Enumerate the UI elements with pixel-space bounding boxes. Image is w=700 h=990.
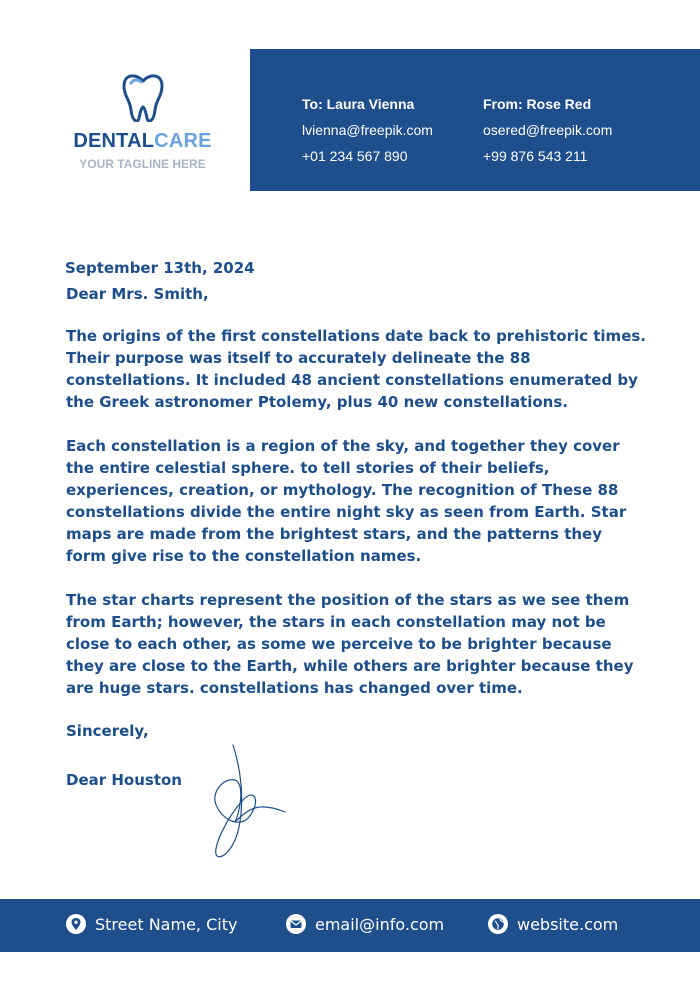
sender-phone[interactable]: +99 876 543 211 [483, 148, 588, 164]
recipient-block [302, 91, 433, 169]
signature [205, 742, 295, 862]
sender-name: From: Rose Red [483, 96, 592, 112]
footer-website-text[interactable]: website.com [517, 914, 619, 934]
footer-website[interactable] [488, 914, 618, 934]
sender-block [483, 91, 612, 169]
recipient-name: To: Laura Vienna [302, 96, 415, 112]
letter-signer: Dear Houston [66, 771, 182, 789]
globe-icon [488, 914, 508, 934]
letter-body [66, 259, 646, 789]
brand-name-part2: CARE [154, 130, 212, 152]
letter-date: September 13th, 2024 [65, 259, 255, 277]
letter-closing: Sincerely, [66, 722, 149, 740]
header-contact-box [250, 49, 700, 191]
letter-paragraph: Each constellation is a region of the sky, and together they cover the entire celestial sphere. to tell stories of their beliefs, experiences, creation, or mythology. The recognition of These 88 constellations divide the entire night sky as seen from Earth. Star maps are made from the brightest stars, and the patterns they form give rise to the constellation names. [66, 437, 627, 565]
footer-email[interactable] [286, 914, 444, 934]
brand-logo [60, 70, 225, 171]
recipient-phone[interactable]: +01 234 567 890 [302, 148, 408, 164]
brand-name [60, 130, 225, 153]
tooth-icon [120, 70, 166, 122]
recipient-email[interactable]: lvienna@freepik.com [302, 122, 433, 138]
letter-greeting: Dear Mrs. Smith, [66, 285, 209, 303]
footer-address [66, 914, 237, 934]
letter-paragraph: The origins of the first constellations date back to prehistoric times. Their purpose was itself to accurately delineate the 88 constellations. It included 48 ancient constellations enumerated by the Greek astronomer Ptolemy, plus 40 new constellations. [66, 327, 646, 411]
sender-email[interactable]: osered@freepik.com [483, 122, 613, 138]
footer-address-text: Street Name, City [95, 914, 238, 934]
envelope-icon [286, 914, 306, 934]
brand-tagline: YOUR TAGLINE HERE [79, 157, 206, 171]
brand-name-part1: DENTAL [73, 130, 155, 152]
footer-bar [0, 899, 700, 952]
letter-paragraph: The star charts represent the position of the stars as we see them from Earth; however, the stars in each constellation may not be close to each other, as some we perceive to be brighter because they are close to the Earth, while others are brighter because they are huge stars. constellations has changed over time. [66, 591, 634, 697]
location-pin-icon [66, 914, 86, 934]
footer-email-text[interactable]: email@info.com [315, 914, 445, 934]
